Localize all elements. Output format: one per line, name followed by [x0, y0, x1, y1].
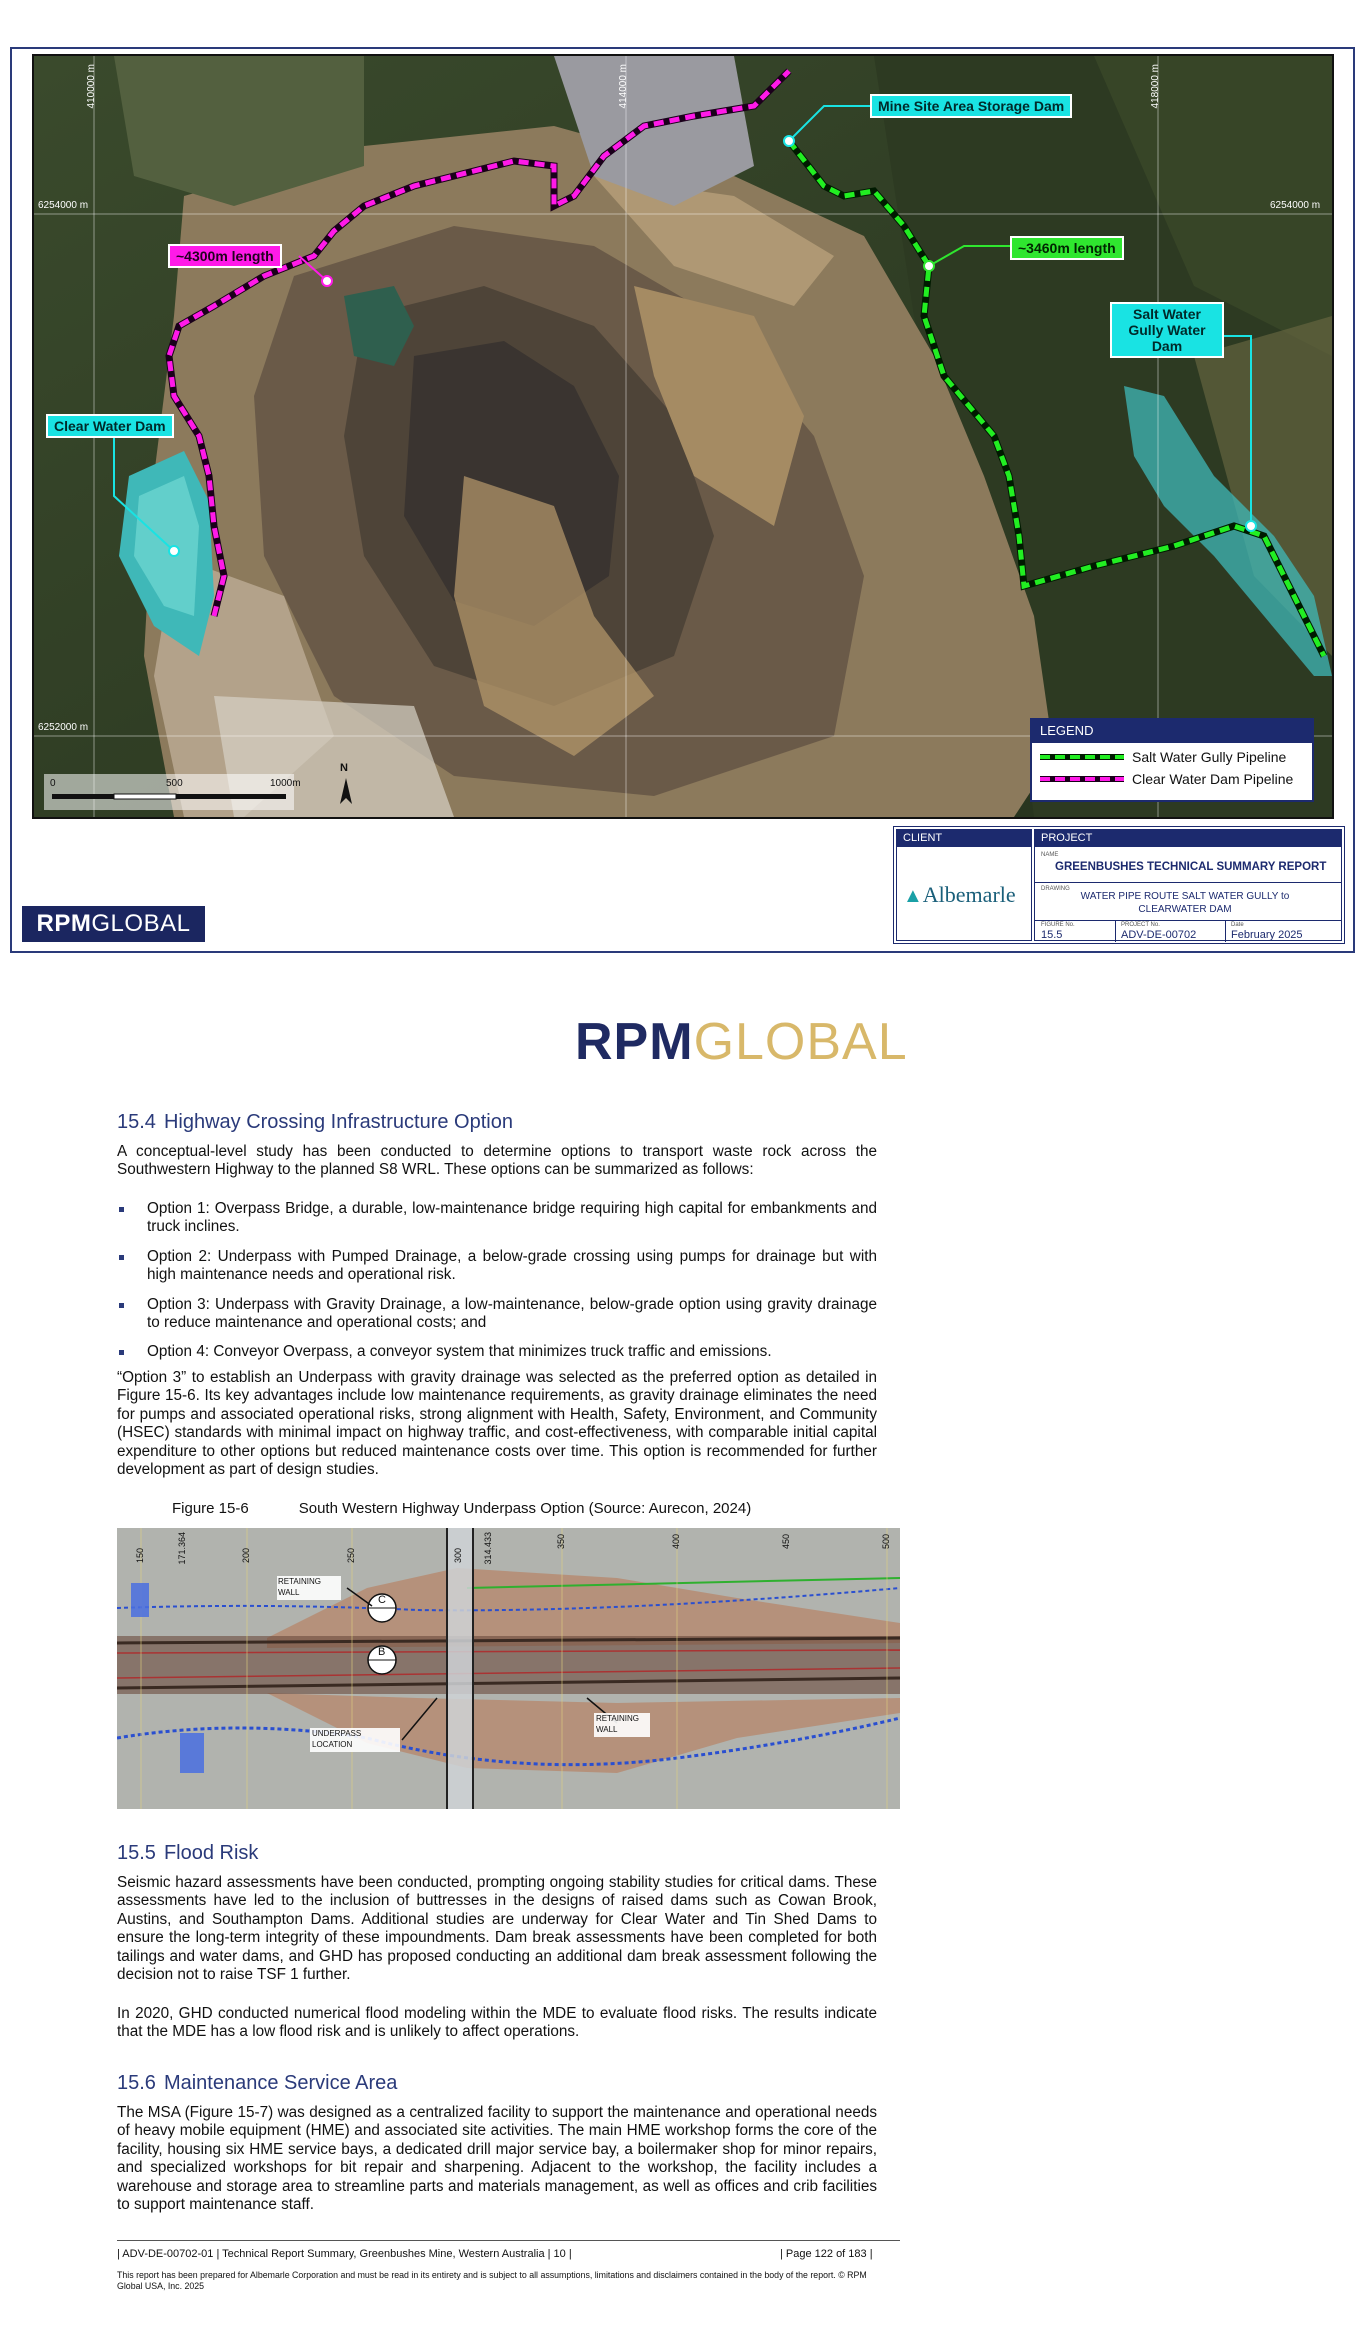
- label-mine-site-storage-dam: Mine Site Area Storage Dam: [870, 94, 1072, 118]
- chainage-label: 314.433: [483, 1532, 493, 1565]
- drawing-title-block: [893, 826, 1345, 944]
- label-clear-water-dam: Clear Water Dam: [46, 414, 174, 438]
- label-salt-water-gully-dam: Salt Water Gully Water Dam: [1110, 302, 1224, 358]
- project-name: GREENBUSHES TECHNICAL SUMMARY REPORT: [1055, 861, 1327, 873]
- bullet-icon: [119, 1350, 124, 1355]
- list-item: Option 4: Conveyor Overpass, a conveyor system that minimizes truck traffic and emissions.: [117, 1343, 877, 1361]
- project-cell: [1034, 829, 1342, 941]
- legend-label: Clear Water Dam Pipeline: [1132, 771, 1294, 787]
- section-15-4-conclusion: “Option 3” to establish an Underpass with gravity drainage was selected as the preferred option as detailed in Figure 15-6. Its key advantages include low maintenance requirements, as gravity drainage eliminates the need for pumps and associated operational risks, strong alignment with Health, Safety, Environment, and Community (HSEC) standards with minimal impact on highway traffic, and cost-effectiveness, with comparable initial capital expenditure to other options but reduced maintenance costs over time. This option is recommended for further development as part of design studies.: [117, 1369, 877, 1479]
- legend-label: Salt Water Gully Pipeline: [1132, 749, 1287, 765]
- figure-15-6-caption: Figure 15-6 South Western Highway Underpass Option (Source: Aurecon, 2024): [172, 1500, 752, 1517]
- underpass-drawing-graphic: [117, 1528, 900, 1809]
- scale-label-1000: 1000m: [270, 778, 301, 789]
- footer-disclaimer: This report has been prepared for Albemarle Corporation and must be read in its entirety and is subject to all assumptions, limitations and disclaimers contained in the body of the report. © RPM Global USA, Inc. 2025: [117, 2270, 867, 2291]
- legend-title: LEGEND: [1032, 720, 1312, 743]
- aerial-map: [32, 54, 1334, 819]
- list-item: Option 3: Underpass with Gravity Drainage, a low-maintenance, below-grade option using gravity drainage to reduce maintenance and operational costs; and: [117, 1296, 877, 1333]
- project-no-small-label: PROJECT No.: [1121, 922, 1160, 928]
- marker-c: C: [378, 1594, 386, 1606]
- rpm-global-logo: RPMGLOBAL: [575, 1013, 908, 1071]
- label-retaining-wall-right: RETAINING WALL: [596, 1714, 639, 1734]
- underpass-drawing: [117, 1528, 900, 1809]
- drawing-date: February 2025: [1231, 929, 1303, 941]
- section-heading-15-6: 15.6 Maintenance Service Area: [117, 2072, 398, 2094]
- easting-410000: 410000 m: [86, 64, 97, 109]
- north-arrow-icon: N: [340, 762, 348, 774]
- divider: [1115, 920, 1116, 942]
- chainage-label: 300: [453, 1548, 463, 1564]
- client-logo: ▲Albemarle: [903, 882, 1016, 907]
- section-15-5-para-2: In 2020, GHD conducted numerical flood modeling within the MDE to evaluate flood risks. The results indicate that the MDE has a low flood risk and is unlikely to affect operations.: [117, 2005, 877, 2041]
- chainage-label: 350: [556, 1534, 566, 1550]
- label-clear-water-pipeline-length: ~4300m length: [168, 244, 282, 268]
- options-list: [117, 1200, 877, 1373]
- northing-6252000: 6252000 m: [38, 722, 89, 733]
- northing-6254000-left: 6254000 m: [38, 200, 89, 211]
- drawing-small-label: DRAWING: [1041, 886, 1070, 892]
- figure-no: 15.5: [1041, 929, 1063, 941]
- marker-b: B: [378, 1646, 386, 1658]
- rpm-global-badge-logo: RPMGLOBAL: [22, 906, 205, 942]
- section-15-6-para-1: The MSA (Figure 15-7) was designed as a centralized facility to support the maintenance and operational needs of heavy mobile equipment (HME) and associated site activities. The main HME workshop forms the core of the facility, housing six HME service bays, a dedicated drill major service bay, a boilermaker shop for minor repairs, and specialized workshops for bit repair and sharpening. Adjacent to the workshop, the facility includes a warehouse and storage area to streamline parts and materials management, as well as offices and crib facilities to support maintenance staff.: [117, 2104, 877, 2214]
- section-heading-15-5: 15.5 Flood Risk: [117, 1842, 259, 1864]
- name-small-label: NAME: [1041, 852, 1059, 858]
- legend-swatch-magenta: [1040, 776, 1124, 782]
- divider: [1225, 920, 1226, 942]
- map-legend: [1030, 718, 1314, 802]
- bullet-icon: [119, 1255, 124, 1260]
- divider: [1035, 882, 1341, 883]
- scale-label-500: 500: [166, 778, 183, 789]
- chainage-label: 400: [671, 1534, 681, 1550]
- divider: [1035, 920, 1341, 921]
- easting-414000: 414000 m: [618, 64, 629, 109]
- client-label: CLIENT: [897, 830, 1031, 847]
- footer-page-number: | Page 122 of 183 |: [780, 2248, 873, 2260]
- chainage-label: 150: [135, 1548, 145, 1564]
- chainage-label: 450: [781, 1534, 791, 1550]
- section-heading-15-4: 15.4 Highway Crossing Infrastructure Option: [117, 1111, 513, 1133]
- client-cell: [896, 829, 1032, 941]
- chainage-label: 500: [881, 1534, 891, 1550]
- date-small-label: Date: [1231, 922, 1244, 928]
- aerial-map-graphic: [34, 56, 1332, 817]
- northing-6254000-right: 6254000 m: [1270, 200, 1321, 211]
- chainage-label: 171.364: [177, 1532, 187, 1565]
- bullet-icon: [119, 1303, 124, 1308]
- label-underpass-location: UNDERPASS LOCATION: [312, 1729, 362, 1749]
- bullet-icon: [119, 1207, 124, 1212]
- project-no: ADV-DE-00702: [1121, 929, 1197, 941]
- label-salt-water-pipeline-length: ~3460m length: [1010, 236, 1124, 260]
- section-15-4-intro: A conceptual-level study has been conducted to determine options to transport waste rock across the Southwestern Highway to the planned S8 WRL. These options can be summarized as follows:: [117, 1143, 877, 1179]
- footer-divider: [117, 2240, 900, 2241]
- legend-item-clear-water: [1040, 771, 1304, 787]
- label-retaining-wall-left: RETAINING WALL: [278, 1577, 321, 1597]
- list-item: Option 1: Overpass Bridge, a durable, low-maintenance bridge requiring high capital for embankments and truck inclines.: [117, 1200, 877, 1237]
- drawing-title: WATER PIPE ROUTE SALT WATER GULLY to CLEARWATER DAM: [1080, 891, 1290, 915]
- scale-label-0: 0: [50, 778, 56, 789]
- legend-item-salt-water: [1040, 749, 1304, 765]
- chainage-label: 250: [346, 1548, 356, 1564]
- footer-report-info: | ADV-DE-00702-01 | Technical Report Summary, Greenbushes Mine, Western Australia | 10 |: [117, 2248, 572, 2260]
- section-15-5-para-1: Seismic hazard assessments have been conducted, prompting ongoing stability studies for critical dams. These assessments have led to the inclusion of buttresses in the designs of raised dams such as Cowan Brook, Austins, and Southampton Dams. Additional studies are underway for Clear Water and Tin Shed Dams to ensure the long-term integrity of these impoundments. Dam break assessments have been completed for both tailings and water dams, and GHD has proposed conducting an additional dam break assessment following the decision not to raise TSF 1 further.: [117, 1874, 877, 1984]
- list-item: Option 2: Underpass with Pumped Drainage, a below-grade crossing using pumps for drainage but with high maintenance needs and operational risk.: [117, 1248, 877, 1285]
- easting-418000: 418000 m: [1150, 64, 1161, 109]
- chainage-label: 200: [241, 1548, 251, 1564]
- figure-no-small-label: FIGURE No.: [1041, 922, 1075, 928]
- legend-swatch-green: [1040, 754, 1124, 760]
- albemarle-mark-icon: ▲: [903, 885, 923, 907]
- project-label: PROJECT: [1035, 830, 1341, 847]
